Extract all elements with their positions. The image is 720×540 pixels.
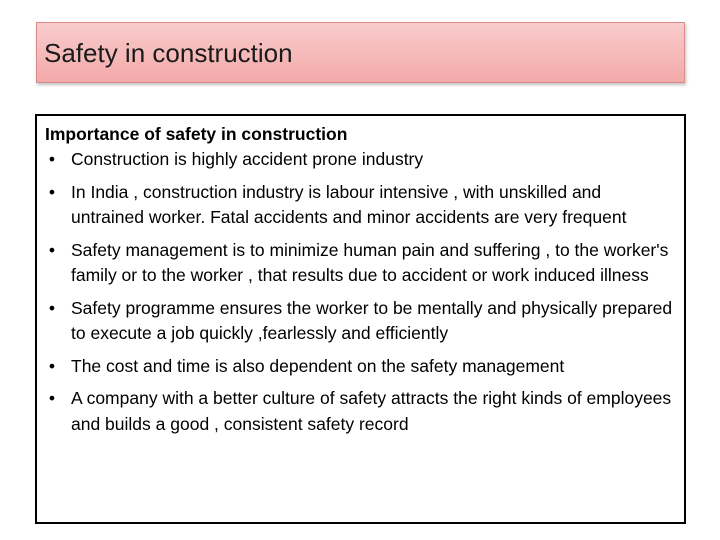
content-box: [35, 114, 686, 524]
bullet-dot-icon: •: [48, 239, 56, 260]
bullet-text: In India , construction industry is labour intensive , with unskilled and untrained worker. Fatal accidents and minor accidents are very frequent: [71, 181, 627, 227]
bullet-text: Construction is highly accident prone industry: [71, 149, 424, 169]
bullet-item: [45, 147, 677, 173]
bullet-text: A company with a better culture of safety attracts the right kinds of employees and builds a good , consistent safety record: [71, 388, 672, 434]
bullet-dot-icon: •: [48, 388, 56, 408]
bullet-dot-icon: •: [48, 181, 56, 202]
bullet-list: [45, 147, 677, 437]
bullet-item: [45, 354, 677, 380]
content-body: [45, 121, 677, 437]
slide-title: Safety in construction: [44, 38, 293, 68]
bullet-dot-icon: •: [48, 149, 56, 169]
bullet-text: The cost and time is also dependent on the safety management: [71, 355, 565, 376]
bullet-item: [45, 238, 677, 289]
bullet-item: [45, 386, 677, 437]
title-box: [36, 22, 685, 83]
bullet-item: [45, 180, 677, 231]
content-heading: Importance of safety in construction: [45, 124, 348, 144]
bullet-dot-icon: •: [48, 355, 56, 376]
bullet-item: [45, 296, 677, 347]
bullet-text: Safety management is to minimize human pain and suffering , to the worker's family or to the worker , that results due to accident or work induced illness: [71, 239, 669, 285]
bullet-text: Safety programme ensures the worker to be mentally and physically prepared to execute a job quickly ,fearlessly and efficiently: [71, 297, 673, 343]
bullet-dot-icon: •: [48, 297, 56, 318]
